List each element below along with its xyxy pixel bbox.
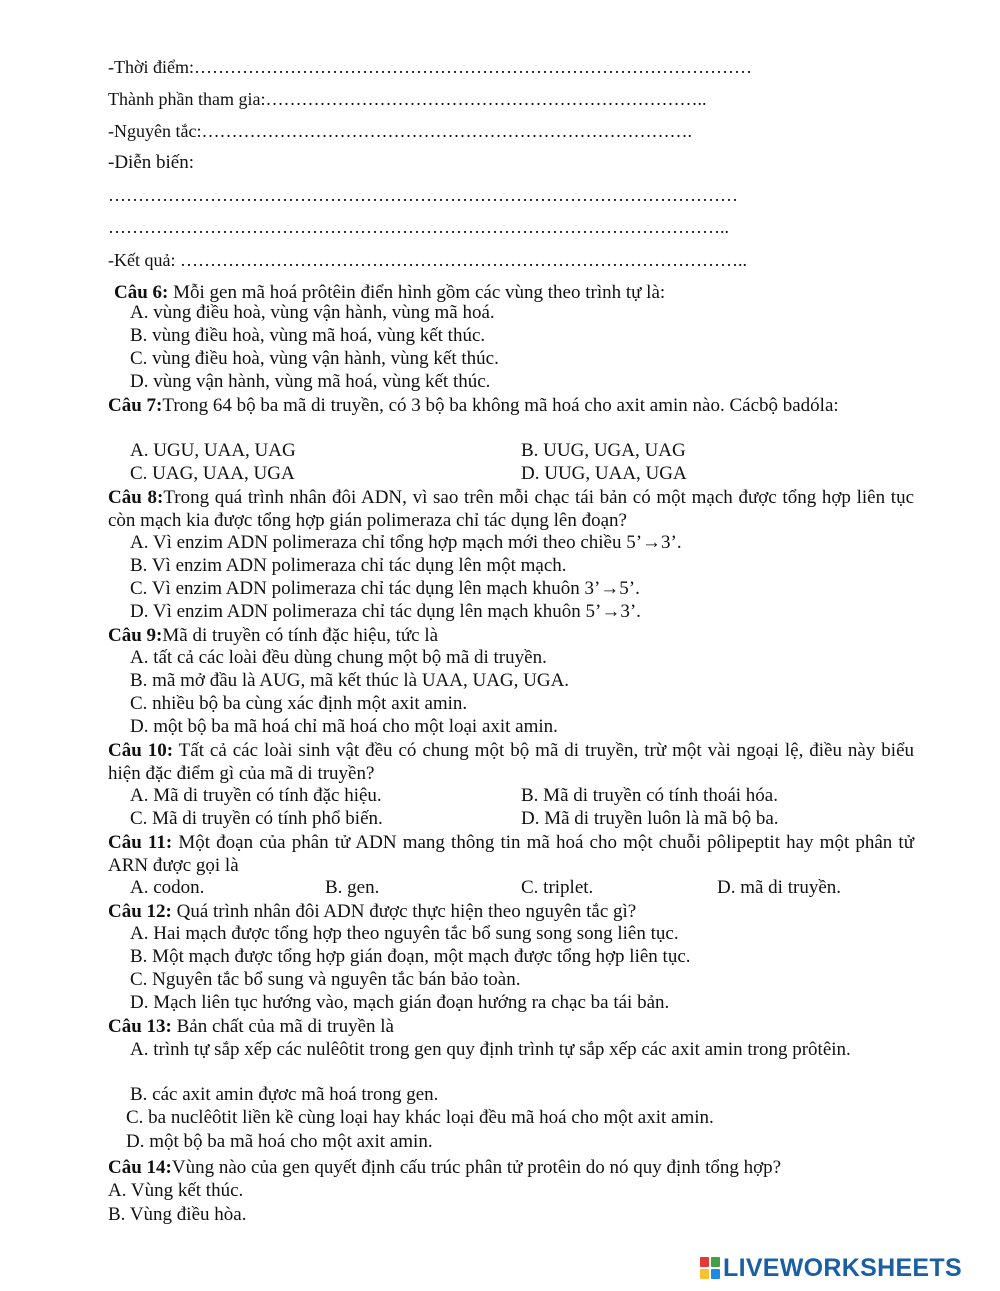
option-c: C. UAG, UAA, UGA [130,463,295,484]
question-text: Tất cả các loài sinh vật đều có chung một bộ mã di truyền, trừ một vài ngoại lệ, điều này biểu hiện đặc điểm gì của mã di truyền? [108,740,914,784]
option-c: C. nhiều bộ ba cùng xác định một axit amin. [130,693,468,714]
option-b: B. Mã di truyền có tính thoái hóa. [521,785,778,806]
option-a: A. codon. [130,877,205,898]
option-c: C. Mã di truyền có tính phổ biến. [130,808,383,829]
liveworksheets-logo [700,1255,962,1281]
option-a: A. vùng điều hoà, vùng vận hành, vùng mã hoá. [130,302,495,323]
option-a: A. Vì enzim ADN polimeraza chỉ tổng hợp mạch mới theo chiều 5’→3’. [130,532,682,553]
option-c: C. ba nuclêôtit liền kề cùng loại hay khác loại đều mã hoá cho một axit amin. [126,1107,714,1128]
field-thanh-phan: Thành phần tham gia:……………………………………………………………….. [108,89,707,109]
question-text: Trong 64 bộ ba mã di truyền, có 3 bộ ba không mã hoá cho axit amin nào. Cácbộ badóla: [162,395,839,416]
question-text: Mã di truyền có tính đặc hiệu, tức là [162,625,439,646]
brand-name: LIVEWORKSHEETS [723,1253,962,1282]
option-b: B. vùng điều hoà, vùng mã hoá, vùng kết thúc. [130,325,486,346]
option-d: D. Vì enzim ADN polimeraza chỉ tác dụng lên mạch khuôn 5’→3’. [130,601,641,622]
question-14 [108,1156,914,1179]
question-label: Câu 9: [108,625,163,646]
question-10 [108,739,914,785]
dotted-line-1: …………………………………………………………………………………………… [108,185,738,205]
question-label: Câu 8: [108,487,164,508]
option-b: B. Vùng điều hòa. [108,1204,247,1225]
option-b: B. các axit amin đựơc mã hoá trong gen. [130,1084,439,1105]
option-a: A. UGU, UAA, UAG [130,440,296,461]
field-dien-bien: -Diễn biến: [108,152,195,173]
question-text: Trong quá trình nhân đôi ADN, vì sao trên mỗi chạc tái bản có một mạch được tổng hợp liên tục còn mạch kia được tổng hợp gián polimeraza chỉ tác dụng lên đoạn? [108,487,915,531]
question-label: Câu 11: [108,832,173,853]
dotted-line-2: ………………………………………………………………………………………….. [108,217,729,237]
option-d: D. một bộ ba mã hoá cho một axit amin. [126,1131,433,1152]
question-text: Một đoạn của phân tử ADN mang thông tin mã hoá cho một chuỗi pôlipeptit hay một phân tử ARN được gọi là [108,832,914,876]
option-c: C. Nguyên tắc bổ sung và nguyên tắc bán bảo toàn. [130,969,521,990]
field-nguyen-tac: -Nguyên tắc:………………………………………………………………………. [108,121,692,141]
option-a: A. Mã di truyền có tính đặc hiệu. [130,785,382,806]
question-label: Câu 12: [108,901,172,922]
option-d: D. UUG, UAA, UGA [521,463,687,484]
option-d: D. Mạch liên tục hướng vào, mạch gián đoạn hướng ra chạc ba tái bản. [130,992,670,1013]
question-11 [108,831,914,877]
question-label: Câu 14: [108,1157,172,1178]
question-text: Bản chất của mã di truyền là [171,1016,394,1037]
question-13 [108,1015,914,1038]
option-b: B. gen. [325,877,380,898]
field-ket-qua: -Kết quả: ………………………………………………………………………………….. [108,250,747,270]
option-b: B. Vì enzim ADN polimeraza chỉ tác dụng lên một mạch. [130,555,567,576]
question-12 [108,900,914,923]
option-b: B. mã mở đầu là AUG, mã kết thúc là UAA, UAG, UGA. [130,670,570,691]
option-a: A. Vùng kết thúc. [108,1180,244,1201]
question-label: Câu 10: [108,740,174,761]
field-thoi-diem: -Thời điểm:………………………………………………………………………………… [108,57,753,77]
question-6 [114,281,920,304]
question-label: Câu 7: [108,395,163,416]
option-a: A. trình tự sắp xếp các nulêôtit trong gen quy định trình tự sắp xếp các axit amin trong prôtêin. [130,1039,851,1060]
option-c: C. triplet. [521,877,594,898]
option-d: D. một bộ ba mã hoá chỉ mã hoá cho một loại axit amin. [130,716,558,737]
question-7 [108,394,914,417]
question-text: Quá trình nhân đôi ADN được thực hiện theo nguyên tắc gì? [171,901,637,922]
option-b: B. UUG, UGA, UAG [521,440,686,461]
option-c: C. Vì enzim ADN polimeraza chỉ tác dụng lên mạch khuôn 3’→5’. [130,578,640,599]
option-a: A. tất cả các loài đều dùng chung một bộ mã di truyền. [130,647,547,668]
option-a: A. Hai mạch được tổng hợp theo nguyên tắc bổ sung song song liên tục. [130,923,679,944]
option-b: B. Một mạch được tổng hợp gián đoạn, một mạch được tổng hợp liên tục. [130,946,691,967]
question-8 [108,486,914,532]
option-d: D. mã di truyền. [717,877,842,898]
option-d: D. Mã di truyền luôn là mã bộ ba. [521,808,779,829]
question-label: Câu 13: [108,1016,172,1037]
question-text: Vùng nào của gen quyết định cấu trúc phân tử protêin do nó quy định tổng hợp? [171,1157,782,1178]
question-9 [108,624,914,647]
question-label: Câu 6: [114,282,169,303]
option-c: C. vùng điều hoà, vùng vận hành, vùng kết thúc. [130,348,499,369]
option-d: D. vùng vận hành, vùng mã hoá, vùng kết thúc. [130,371,491,392]
liveworksheets-logo-icon [700,1257,720,1279]
question-text: Mỗi gen mã hoá prôtêin điển hình gồm các vùng theo trình tự là: [168,282,666,303]
